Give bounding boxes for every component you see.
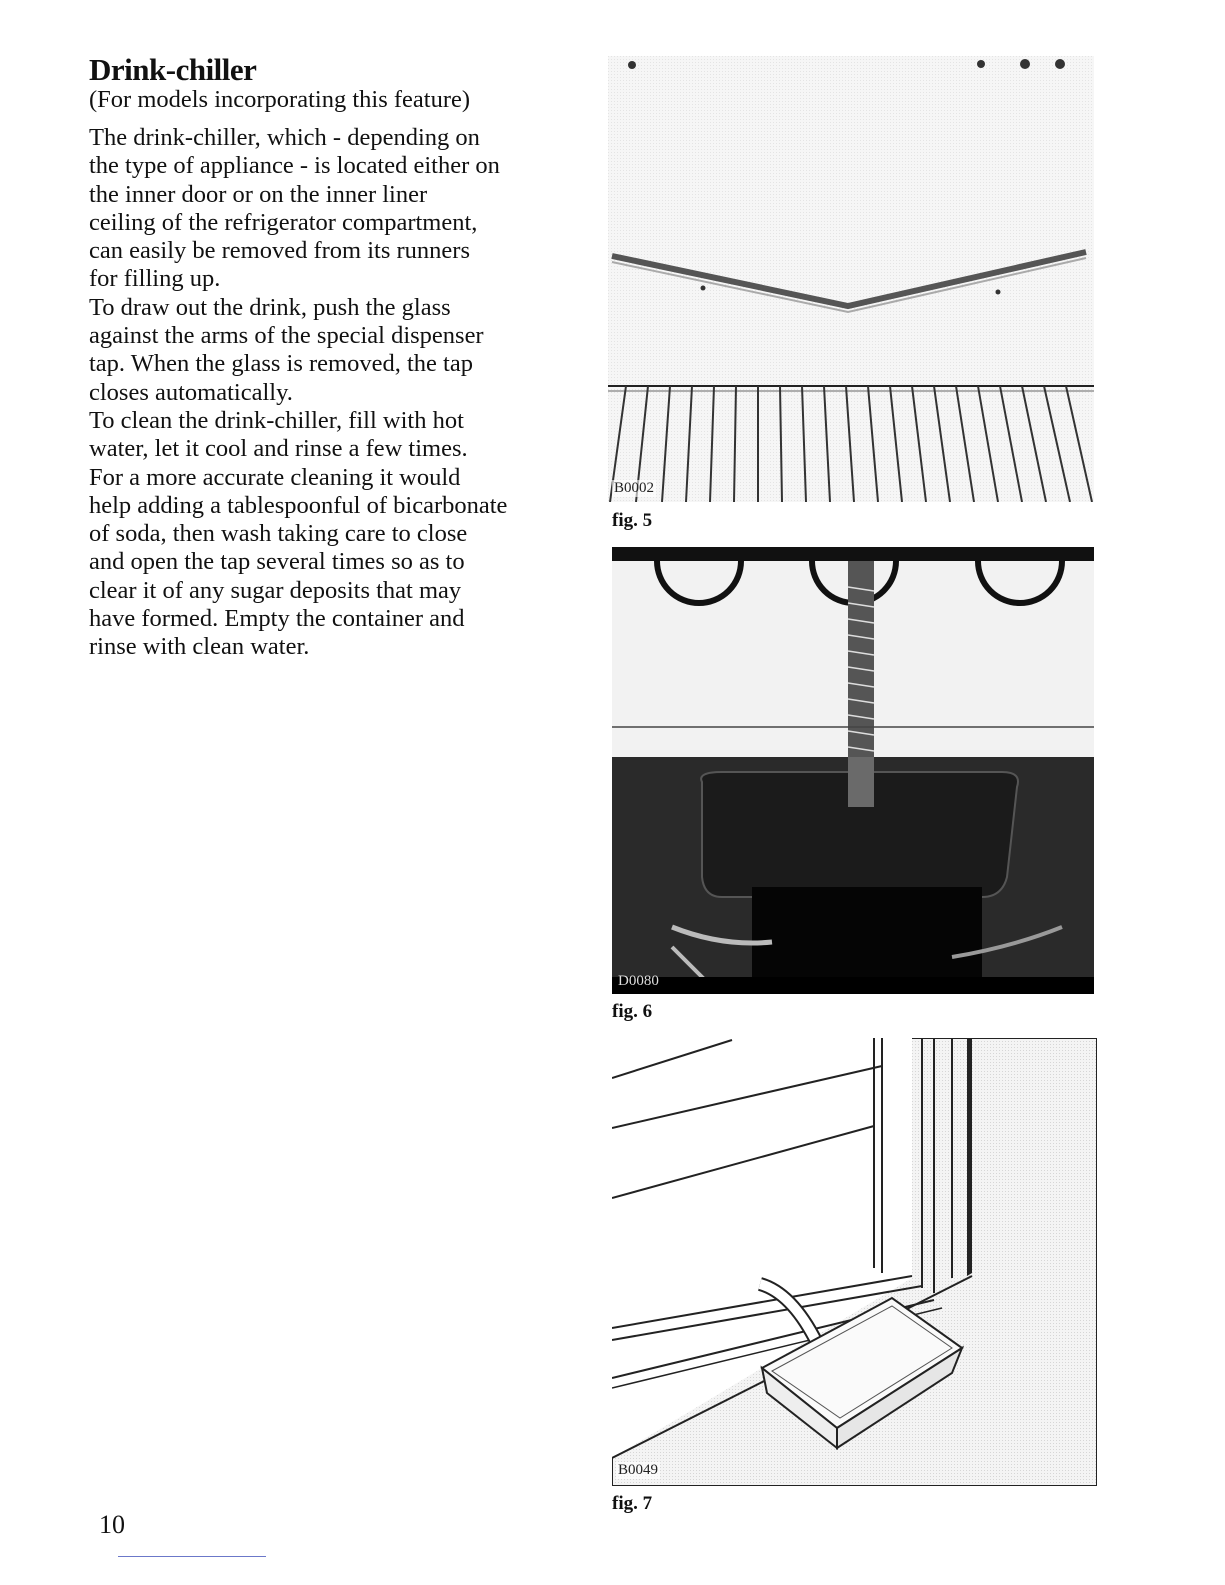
page-number: 10 [99,1510,125,1539]
section-subtitle: (For models incorporating this feature) [89,86,471,113]
text-line: and open the tap several times so as to [89,548,465,576]
figure-6-code: D0080 [618,973,659,989]
text-line: the inner door or on the inner liner [89,180,428,208]
text-line: closes automatically. [89,378,293,406]
text-line: the type of appliance - is located either on [89,152,500,180]
text-line: can easily be removed from its runners [89,237,470,265]
figure-5-image [608,56,1094,502]
figure-7-code: B0049 [618,1462,659,1478]
text-line: of soda, then wash taking care to close [89,520,468,548]
text-line: ceiling of the refrigerator compartment, [89,208,478,236]
figure-7-image [612,1038,1097,1486]
figure-6-image [612,547,1094,994]
figure-7-caption: fig. 7 [612,1493,653,1514]
text-line: clear it of any sugar deposits that may [89,576,462,604]
text-line: have formed. Empty the container and [89,605,465,633]
text-line: rinse with clean water. [89,633,310,661]
text-line: for filling up. [89,265,221,293]
text-line: The drink-chiller, which - depending on [89,124,480,151]
section-heading: Drink-chiller [89,52,257,87]
text-line: To clean the drink-chiller, fill with hot [89,406,464,434]
text-line: help adding a tablespoonful of bicarbonate [89,491,508,519]
text-line: To draw out the drink, push the glass [89,293,451,321]
text-line: against the arms of the special dispenser [89,322,484,350]
figure-5-photo [608,56,1094,502]
footer-rule [118,1556,266,1557]
figure-5-caption: fig. 5 [612,510,653,531]
figure-7-illustration [612,1038,1097,1486]
instruction-text [89,124,589,662]
text-line: tap. When the glass is removed, the tap [89,350,473,378]
figure-5-code: B0002 [614,480,655,496]
figure-6-caption: fig. 6 [612,1001,653,1022]
figure-6-photo [612,547,1094,994]
text-line: water, let it cool and rinse a few times. [89,435,468,463]
text-line: For a more accurate cleaning it would [89,463,461,491]
